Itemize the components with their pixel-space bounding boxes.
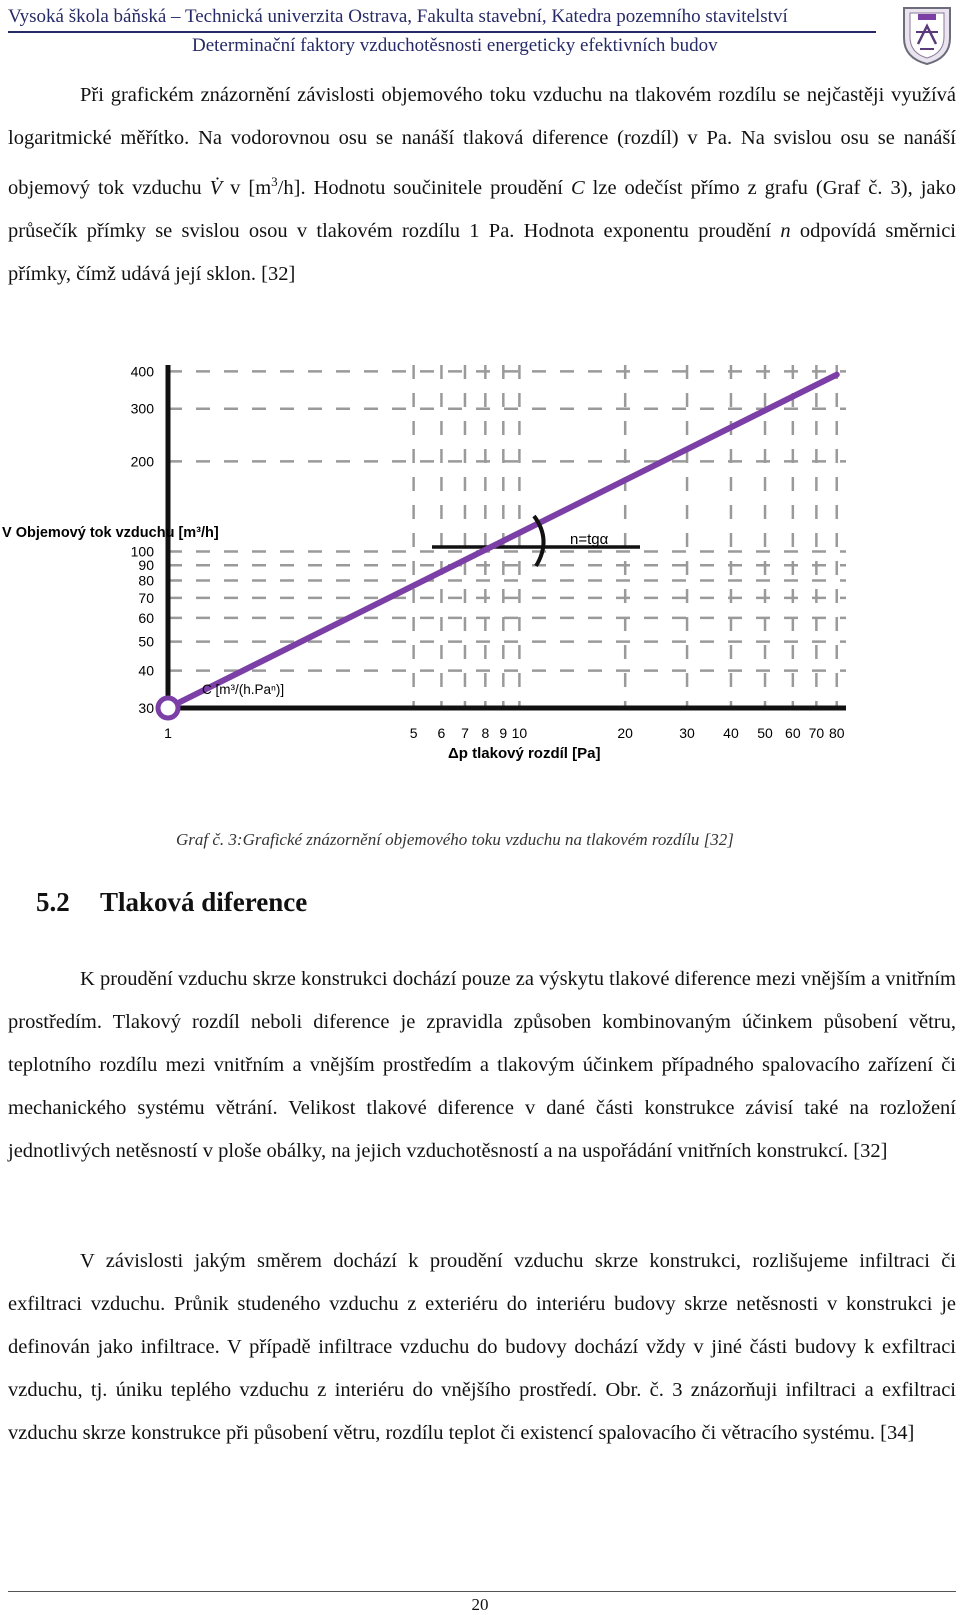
y-tick-label-8: 50 (138, 633, 154, 650)
header-line-2: Determinační faktory vzduchotěsnosti energeticky efektivních budov (192, 35, 718, 56)
section-number: 5.2 (36, 887, 70, 917)
infiltration-paragraph: V závislosti jakým směrem dochází k proudění vzduchu skrze konstrukci, rozlišujeme infiltraci či exfiltraci vzduchu. Průnik studeného vzduchu z exteriéru do interiéru budovy skrze netěsnosti v konstrukci je definován jako infiltrace. V případě infiltrace vzduchu do budovy dochází vždy v jiné části budovy k exfiltraci vzduchu, tj. úniku teplého vzduchu z interiéru do vnějšího prostředí. Obr. č. 3 znázorňuji infiltraci a exfiltraci vzduchu skrze konstrukce při působení větru, rozdílu teplot či existencí spalovacího či větracího systému. [34] (8, 1250, 956, 1444)
university-logo (898, 2, 956, 66)
y-tick-label-0: 400 (130, 363, 154, 380)
x-tick-label-13: 80 (828, 725, 845, 741)
x-tick-label-2: 6 (437, 725, 446, 741)
intro-paragraph (8, 74, 956, 296)
y-tick-label-10: 30 (138, 700, 154, 716)
intro-text-1: Při grafickém znázornění závislosti objemového toku vzduchu na tlakovém rozdílu se nejčastěji využívá logaritmické měřítko. Na vodorovnou osu se nanáší tlaková diference (rozdíl) v Pa. Na svislou osu se nanáší objemový tok vzduchu (8, 84, 956, 199)
x-tick-label-8: 30 (679, 725, 695, 741)
y-axis-label: V Objemový tok vzduchu [m³/h] (2, 525, 219, 541)
x-axis-label: Δp tlakový rozdíl [Pa] (448, 745, 601, 762)
y-tick-label-7: 60 (138, 609, 154, 626)
intro-text-2: v [m (222, 176, 272, 199)
y-tick-label-5: 80 (138, 572, 154, 589)
section-title: Tlaková diference (100, 887, 308, 917)
coefficient-annotation: C [m³/(h.Paⁿ)] (202, 682, 285, 697)
x-tick-label-7: 20 (617, 725, 633, 741)
intercept-marker (158, 698, 178, 718)
intro-text-3: /h]. Hodnotu součinitele proudění (277, 176, 571, 199)
coefficient-symbol: C (570, 176, 585, 199)
x-tick-label-9: 40 (723, 725, 739, 741)
x-tick-label-10: 50 (757, 725, 773, 741)
superscript-3: 3 (271, 174, 278, 189)
flow-pressure-chart (0, 360, 960, 800)
page-number: 20 (471, 1595, 489, 1614)
chart-series (158, 375, 837, 718)
x-tick-label-5: 9 (499, 725, 508, 741)
y-tick-label-2: 200 (130, 453, 154, 470)
volume-flow-symbol: V̇ (209, 176, 223, 199)
x-tick-label-12: 70 (808, 725, 825, 741)
exponent-symbol: n (780, 219, 791, 242)
y-tick-label-6: 70 (138, 589, 154, 606)
x-tick-label-11: 60 (785, 725, 801, 741)
footer-rule (8, 1591, 956, 1592)
pressure-difference-paragraph: K proudění vzduchu skrze konstrukci dochází pouze za výskytu tlakové diference mezi vnějším a vnitřním prostředím. Tlakový rozdíl neboli diference je zpravidla způsoben kombinovaným účinkem působení větru, teplotního rozdílu mezi vnitřním a vnějším prostředím a tlakovým účinkem případného spalovacího zařízení či mechanického systému větrání. Velikost tlakové diference v dané části konstrukce závisí také na rozložení jednotlivých netěsností v ploše obálky, na jejich vzduchotěsností a na uspořádání vnitřních konstrukcí. [32] (8, 968, 956, 1162)
y-tick-label-4: 90 (138, 557, 154, 574)
x-tick-label-1: 5 (409, 725, 418, 741)
x-tick-label-6: 10 (511, 725, 528, 741)
chart-caption: Graf č. 3:Grafické znázornění objemového toku vzduchu na tlakovém rozdílu [32] (176, 830, 734, 849)
y-tick-label-9: 40 (138, 662, 154, 679)
section-heading (36, 887, 307, 918)
slope-annotation: n=tgα (570, 531, 609, 548)
header-line-1: Vysoká škola báňská – Technická univerzita Ostrava, Fakulta stavební, Katedra pozemního stavitelství (8, 6, 788, 27)
y-tick-label-1: 300 (130, 400, 154, 417)
intro-text-5: odpovídá směrnici přímky, čímž udává její sklon. [32] (8, 219, 957, 285)
x-tick-label-3: 7 (461, 725, 469, 741)
y-tick-label-3: 100 (130, 543, 154, 560)
x-tick-label-0: 1 (164, 725, 172, 741)
intro-text-4: lze odečíst přímo z grafu (Graf č. 3), jako průsečík přímky se svislou osou v tlakovém rozdílu 1 Pa. Hodnota exponentu proudění (8, 176, 956, 242)
header-rule (8, 31, 876, 33)
x-tick-label-4: 8 (481, 725, 490, 741)
